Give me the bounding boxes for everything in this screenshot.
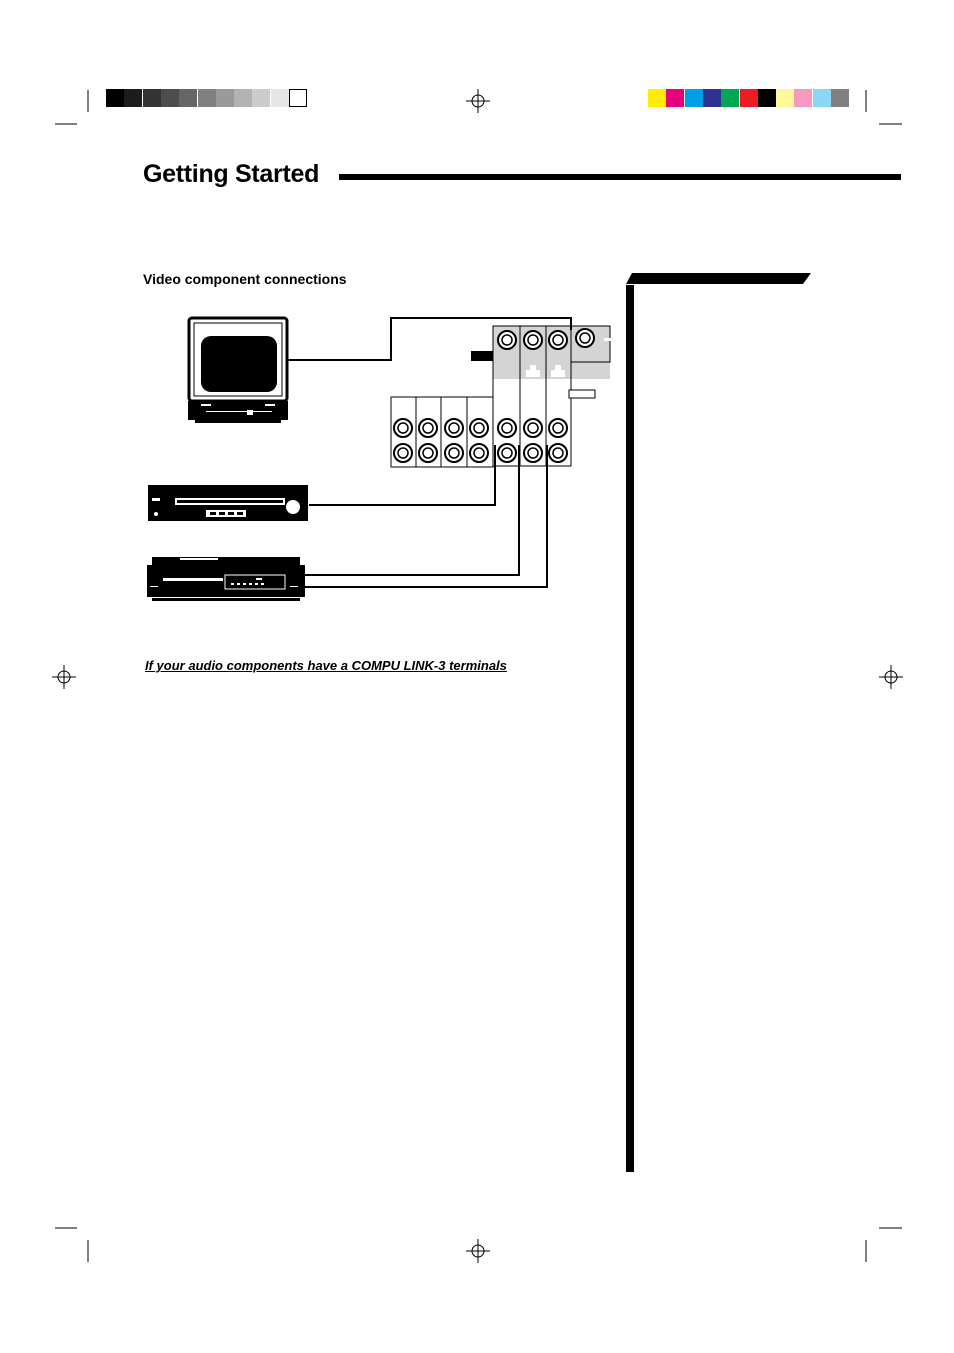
color-swatch — [794, 89, 812, 107]
color-swatch — [831, 89, 849, 107]
color-swatch — [685, 89, 703, 107]
color-swatch — [648, 89, 666, 107]
sidebar-vertical-bar — [626, 285, 634, 1172]
receiver-rear-panel — [391, 326, 612, 467]
color-swatch — [721, 89, 739, 107]
grayscale-swatch — [179, 89, 197, 107]
grayscale-swatch — [289, 89, 307, 107]
color-swatch — [813, 89, 831, 107]
section-heading: Video component connections — [143, 271, 347, 287]
vcr-icon — [140, 483, 316, 521]
color-swatch — [703, 89, 721, 107]
page-title: Getting Started — [143, 160, 320, 188]
crosshair-left-icon — [52, 665, 76, 689]
crosshair-top-icon — [466, 89, 490, 113]
tv-icon — [188, 318, 288, 423]
grayscale-swatch — [234, 89, 252, 107]
grayscale-swatch — [161, 89, 179, 107]
color-swatch — [740, 89, 758, 107]
color-swatch — [776, 89, 794, 107]
grayscale-swatch — [252, 89, 270, 107]
grayscale-swatch — [216, 89, 234, 107]
crosshair-bottom-icon — [466, 1239, 490, 1263]
video-connection-diagram — [140, 310, 620, 610]
grayscale-swatch — [106, 89, 124, 107]
grayscale-swatch — [143, 89, 161, 107]
disc-player-icon — [147, 557, 305, 601]
sidebar-header-tab — [626, 272, 816, 288]
grayscale-swatch — [198, 89, 216, 107]
grayscale-swatch — [271, 89, 289, 107]
grayscale-swatch — [124, 89, 142, 107]
color-swatch — [666, 89, 684, 107]
color-swatch — [758, 89, 776, 107]
crosshair-right-icon — [879, 665, 903, 689]
compu-link-heading-link[interactable]: If your audio components have a COMPU LINK-3 terminals — [145, 658, 507, 673]
title-rule — [339, 174, 901, 180]
